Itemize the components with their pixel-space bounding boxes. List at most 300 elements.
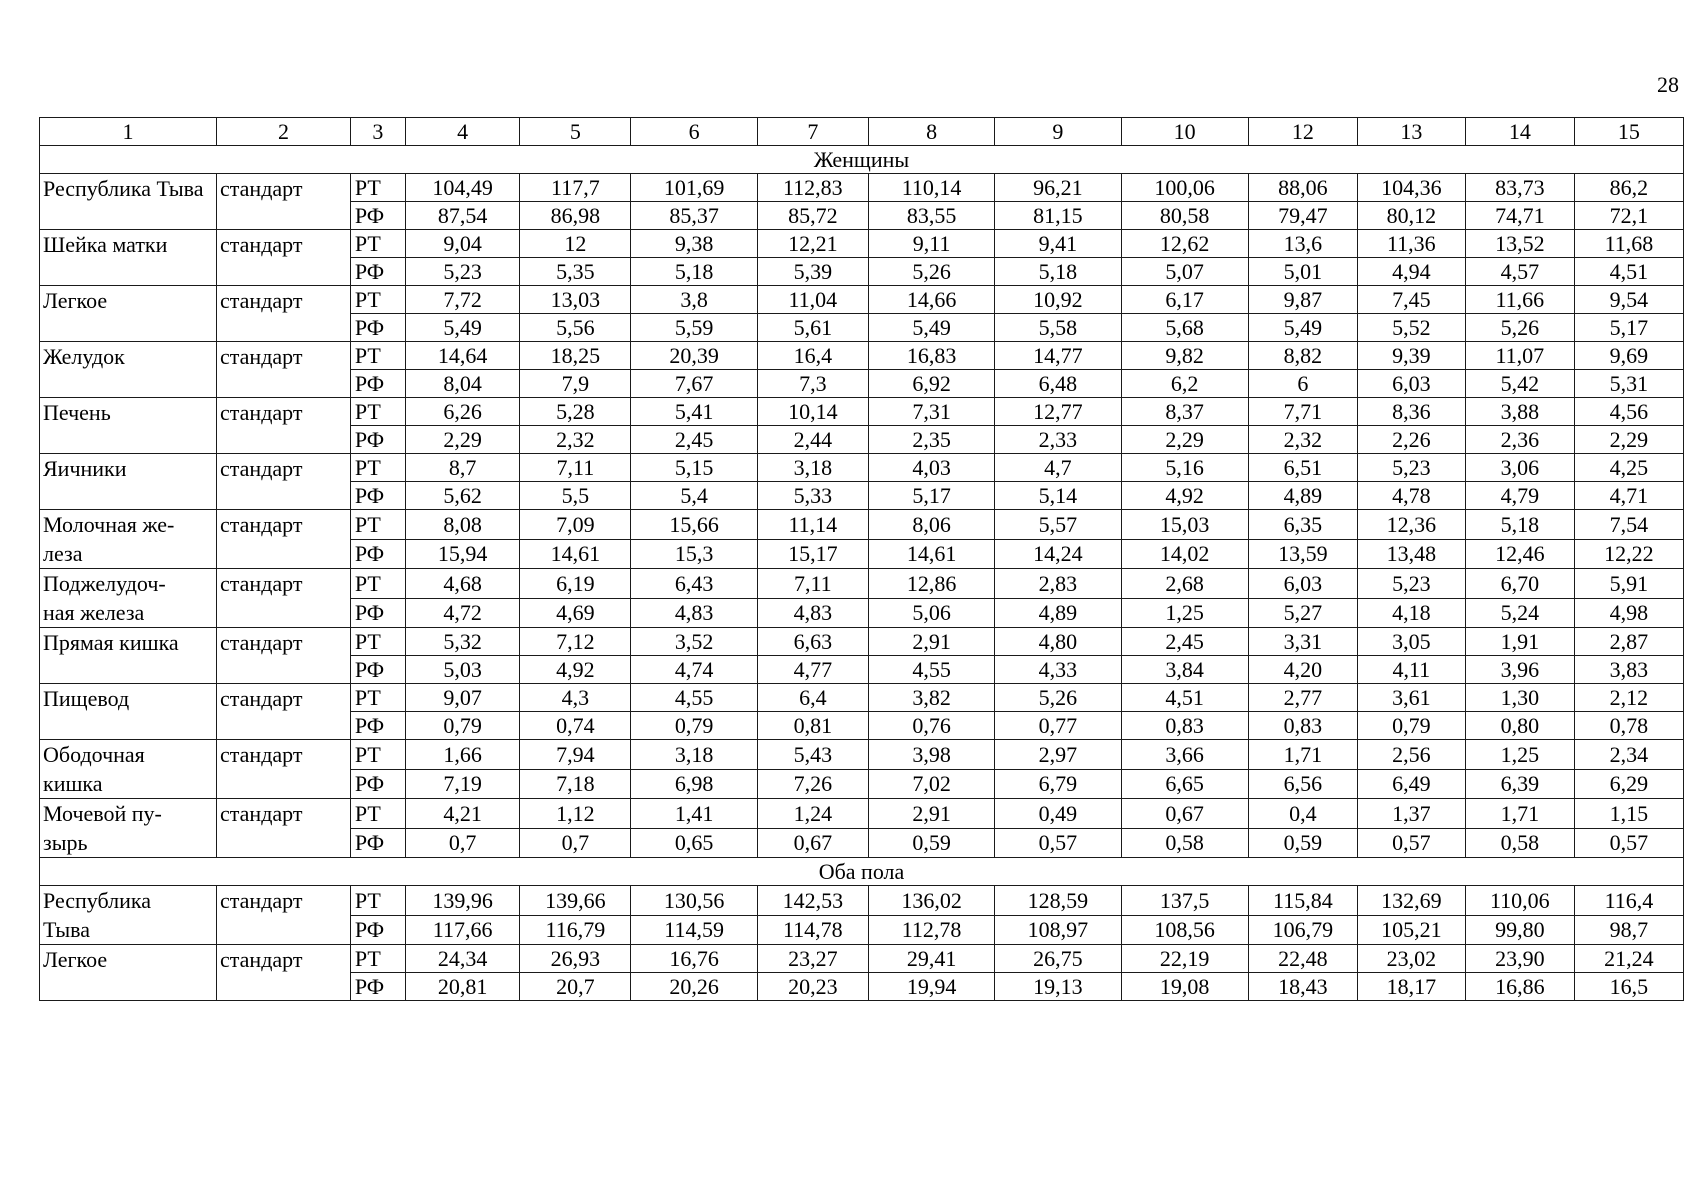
region-cell: РФ [350, 656, 405, 684]
value-cell: 13,48 [1357, 539, 1465, 569]
value-cell: 6,17 [1121, 286, 1248, 314]
localization-name-cell: Республика Тыва [40, 174, 217, 230]
value-cell: 6,49 [1357, 769, 1465, 799]
value-cell: 2,45 [1121, 628, 1248, 656]
value-cell: 7,72 [405, 286, 519, 314]
page-number: 28 [1657, 72, 1679, 97]
value-cell: 12,62 [1121, 230, 1248, 258]
value-cell: 114,59 [631, 915, 757, 945]
value-cell: 6,39 [1465, 769, 1574, 799]
column-number-cell: 12 [1248, 118, 1357, 146]
localization-name-cell: Легкое [40, 945, 217, 1001]
region-cell: РФ [350, 712, 405, 740]
value-cell: 0,49 [995, 799, 1121, 829]
standard-cell: стандарт [217, 174, 351, 230]
value-cell: 4,98 [1574, 598, 1683, 628]
value-cell: 83,55 [868, 202, 994, 230]
region-cell: РФ [350, 202, 405, 230]
localization-name-cell: Яичники [40, 454, 217, 510]
value-cell: 5,18 [631, 258, 757, 286]
value-cell: 8,7 [405, 454, 519, 482]
region-cell: РТ [350, 886, 405, 916]
value-cell: 14,61 [520, 539, 631, 569]
value-cell: 4,89 [995, 598, 1121, 628]
value-cell: 7,9 [520, 370, 631, 398]
region-cell: РТ [350, 174, 405, 202]
value-cell: 5,14 [995, 482, 1121, 510]
value-cell: 15,94 [405, 539, 519, 569]
value-cell: 101,69 [631, 174, 757, 202]
value-cell: 6 [1248, 370, 1357, 398]
value-cell: 4,20 [1248, 656, 1357, 684]
column-number-cell: 2 [217, 118, 351, 146]
value-cell: 16,5 [1574, 973, 1683, 1001]
region-cell: РТ [350, 454, 405, 482]
standard-cell: стандарт [217, 684, 351, 740]
value-cell: 0,77 [995, 712, 1121, 740]
value-cell: 11,68 [1574, 230, 1683, 258]
value-cell: 6,29 [1574, 769, 1683, 799]
value-cell: 88,06 [1248, 174, 1357, 202]
value-cell: 5,23 [405, 258, 519, 286]
region-cell: РФ [350, 769, 405, 799]
region-cell: РТ [350, 286, 405, 314]
region-cell: РТ [350, 398, 405, 426]
value-cell: 5,26 [868, 258, 994, 286]
value-cell: 80,58 [1121, 202, 1248, 230]
value-cell: 3,05 [1357, 628, 1465, 656]
value-cell: 2,36 [1465, 426, 1574, 454]
value-cell: 5,56 [520, 314, 631, 342]
value-cell: 1,15 [1574, 799, 1683, 829]
value-cell: 5,24 [1465, 598, 1574, 628]
value-cell: 9,69 [1574, 342, 1683, 370]
value-cell: 16,76 [631, 945, 757, 973]
value-cell: 3,61 [1357, 684, 1465, 712]
value-cell: 5,18 [1465, 510, 1574, 540]
value-cell: 15,3 [631, 539, 757, 569]
value-cell: 18,43 [1248, 973, 1357, 1001]
column-number-cell: 5 [520, 118, 631, 146]
value-cell: 5,31 [1574, 370, 1683, 398]
region-cell: РФ [350, 828, 405, 858]
localization-name-cell: Печень [40, 398, 217, 454]
value-cell: 5,23 [1357, 569, 1465, 599]
value-cell: 0,67 [757, 828, 868, 858]
value-cell: 9,87 [1248, 286, 1357, 314]
value-cell: 3,52 [631, 628, 757, 656]
standard-cell: стандарт [217, 510, 351, 569]
value-cell: 114,78 [757, 915, 868, 945]
value-cell: 5,16 [1121, 454, 1248, 482]
value-cell: 5,33 [757, 482, 868, 510]
value-cell: 16,86 [1465, 973, 1574, 1001]
column-number-cell: 14 [1465, 118, 1574, 146]
value-cell: 1,66 [405, 740, 519, 770]
value-cell: 8,82 [1248, 342, 1357, 370]
value-cell: 4,3 [520, 684, 631, 712]
value-cell: 20,7 [520, 973, 631, 1001]
value-cell: 2,68 [1121, 569, 1248, 599]
region-cell: РТ [350, 945, 405, 973]
value-cell: 4,69 [520, 598, 631, 628]
table-row [40, 569, 1684, 599]
value-cell: 132,69 [1357, 886, 1465, 916]
value-cell: 74,71 [1465, 202, 1574, 230]
standard-cell: стандарт [217, 945, 351, 1001]
value-cell: 20,81 [405, 973, 519, 1001]
value-cell: 14,77 [995, 342, 1121, 370]
value-cell: 2,83 [995, 569, 1121, 599]
value-cell: 2,87 [1574, 628, 1683, 656]
value-cell: 3,98 [868, 740, 994, 770]
region-cell: РТ [350, 230, 405, 258]
value-cell: 128,59 [995, 886, 1121, 916]
value-cell: 100,06 [1121, 174, 1248, 202]
region-cell: РФ [350, 915, 405, 945]
localization-name-cell: Прямая кишка [40, 628, 217, 684]
value-cell: 112,78 [868, 915, 994, 945]
value-cell: 2,56 [1357, 740, 1465, 770]
value-cell: 1,25 [1465, 740, 1574, 770]
value-cell: 5,61 [757, 314, 868, 342]
value-cell: 6,48 [995, 370, 1121, 398]
value-cell: 20,23 [757, 973, 868, 1001]
table-row [40, 886, 1684, 916]
value-cell: 1,91 [1465, 628, 1574, 656]
value-cell: 139,96 [405, 886, 519, 916]
value-cell: 136,02 [868, 886, 994, 916]
value-cell: 4,51 [1574, 258, 1683, 286]
value-cell: 110,14 [868, 174, 994, 202]
localization-name-cell: Шейка матки [40, 230, 217, 286]
value-cell: 14,66 [868, 286, 994, 314]
value-cell: 1,12 [520, 799, 631, 829]
value-cell: 5,23 [1357, 454, 1465, 482]
value-cell: 0,7 [520, 828, 631, 858]
table-row [40, 398, 1684, 426]
value-cell: 29,41 [868, 945, 994, 973]
value-cell: 6,70 [1465, 569, 1574, 599]
value-cell: 7,11 [757, 569, 868, 599]
standard-cell: стандарт [217, 886, 351, 945]
value-cell: 1,24 [757, 799, 868, 829]
table-row [40, 174, 1684, 202]
value-cell: 117,66 [405, 915, 519, 945]
section-row [40, 858, 1684, 886]
table-row [40, 342, 1684, 370]
value-cell: 8,37 [1121, 398, 1248, 426]
value-cell: 0,74 [520, 712, 631, 740]
value-cell: 85,37 [631, 202, 757, 230]
value-cell: 7,67 [631, 370, 757, 398]
value-cell: 3,66 [1121, 740, 1248, 770]
value-cell: 5,52 [1357, 314, 1465, 342]
value-cell: 5,17 [1574, 314, 1683, 342]
value-cell: 142,53 [757, 886, 868, 916]
value-cell: 5,32 [405, 628, 519, 656]
region-cell: РТ [350, 569, 405, 599]
value-cell: 4,78 [1357, 482, 1465, 510]
value-cell: 1,30 [1465, 684, 1574, 712]
value-cell: 5,49 [1248, 314, 1357, 342]
value-cell: 11,66 [1465, 286, 1574, 314]
value-cell: 5,43 [757, 740, 868, 770]
value-cell: 3,8 [631, 286, 757, 314]
value-cell: 0,57 [1357, 828, 1465, 858]
value-cell: 23,02 [1357, 945, 1465, 973]
value-cell: 1,41 [631, 799, 757, 829]
value-cell: 2,97 [995, 740, 1121, 770]
value-cell: 7,12 [520, 628, 631, 656]
standard-cell: стандарт [217, 799, 351, 858]
value-cell: 10,92 [995, 286, 1121, 314]
table-row [40, 799, 1684, 829]
region-cell: РТ [350, 342, 405, 370]
value-cell: 5,15 [631, 454, 757, 482]
value-cell: 0,81 [757, 712, 868, 740]
value-cell: 0,76 [868, 712, 994, 740]
standard-cell: стандарт [217, 628, 351, 684]
column-number-cell: 9 [995, 118, 1121, 146]
value-cell: 4,7 [995, 454, 1121, 482]
value-cell: 4,83 [631, 598, 757, 628]
column-number-cell: 15 [1574, 118, 1683, 146]
value-cell: 4,55 [868, 656, 994, 684]
value-cell: 8,36 [1357, 398, 1465, 426]
value-cell: 6,63 [757, 628, 868, 656]
value-cell: 14,64 [405, 342, 519, 370]
value-cell: 5,91 [1574, 569, 1683, 599]
value-cell: 20,26 [631, 973, 757, 1001]
value-cell: 5,58 [995, 314, 1121, 342]
value-cell: 4,25 [1574, 454, 1683, 482]
value-cell: 13,59 [1248, 539, 1357, 569]
value-cell: 116,4 [1574, 886, 1683, 916]
value-cell: 14,02 [1121, 539, 1248, 569]
value-cell: 2,91 [868, 628, 994, 656]
localization-name-cell: Ободочная кишка [40, 740, 217, 799]
region-cell: РФ [350, 370, 405, 398]
value-cell: 2,29 [1574, 426, 1683, 454]
value-cell: 2,45 [631, 426, 757, 454]
value-cell: 5,42 [1465, 370, 1574, 398]
value-cell: 79,47 [1248, 202, 1357, 230]
value-cell: 112,83 [757, 174, 868, 202]
value-cell: 6,19 [520, 569, 631, 599]
localization-name-cell: Поджелудоч- ная железа [40, 569, 217, 628]
value-cell: 11,04 [757, 286, 868, 314]
value-cell: 4,83 [757, 598, 868, 628]
value-cell: 3,83 [1574, 656, 1683, 684]
value-cell: 0,78 [1574, 712, 1683, 740]
value-cell: 7,19 [405, 769, 519, 799]
value-cell: 7,71 [1248, 398, 1357, 426]
value-cell: 0,65 [631, 828, 757, 858]
value-cell: 12,21 [757, 230, 868, 258]
value-cell: 9,07 [405, 684, 519, 712]
value-cell: 6,98 [631, 769, 757, 799]
column-number-cell: 6 [631, 118, 757, 146]
value-cell: 2,12 [1574, 684, 1683, 712]
table-body [40, 118, 1684, 1001]
localization-name-cell: Молочная же- леза [40, 510, 217, 569]
value-cell: 11,07 [1465, 342, 1574, 370]
value-cell: 0,79 [405, 712, 519, 740]
value-cell: 11,36 [1357, 230, 1465, 258]
value-cell: 5,49 [405, 314, 519, 342]
value-cell: 13,6 [1248, 230, 1357, 258]
statistics-table [39, 117, 1684, 1001]
value-cell: 2,32 [520, 426, 631, 454]
value-cell: 3,96 [1465, 656, 1574, 684]
value-cell: 12,36 [1357, 510, 1465, 540]
value-cell: 2,32 [1248, 426, 1357, 454]
value-cell: 2,26 [1357, 426, 1465, 454]
standard-cell: стандарт [217, 342, 351, 398]
value-cell: 19,13 [995, 973, 1121, 1001]
value-cell: 9,82 [1121, 342, 1248, 370]
value-cell: 2,35 [868, 426, 994, 454]
value-cell: 7,45 [1357, 286, 1465, 314]
value-cell: 8,08 [405, 510, 519, 540]
value-cell: 117,7 [520, 174, 631, 202]
value-cell: 16,4 [757, 342, 868, 370]
value-cell: 0,59 [868, 828, 994, 858]
section-title: Оба пола [40, 858, 1684, 886]
value-cell: 8,04 [405, 370, 519, 398]
value-cell: 7,09 [520, 510, 631, 540]
value-cell: 0,58 [1465, 828, 1574, 858]
value-cell: 7,54 [1574, 510, 1683, 540]
value-cell: 6,03 [1248, 569, 1357, 599]
value-cell: 9,54 [1574, 286, 1683, 314]
value-cell: 3,31 [1248, 628, 1357, 656]
value-cell: 5,06 [868, 598, 994, 628]
section-row [40, 146, 1684, 174]
value-cell: 0,4 [1248, 799, 1357, 829]
value-cell: 0,59 [1248, 828, 1357, 858]
localization-name-cell: Мочевой пу- зырь [40, 799, 217, 858]
value-cell: 6,2 [1121, 370, 1248, 398]
column-number-cell: 13 [1357, 118, 1465, 146]
value-cell: 6,4 [757, 684, 868, 712]
value-cell: 86,98 [520, 202, 631, 230]
value-cell: 15,03 [1121, 510, 1248, 540]
value-cell: 2,77 [1248, 684, 1357, 712]
value-cell: 1,37 [1357, 799, 1465, 829]
value-cell: 0,80 [1465, 712, 1574, 740]
value-cell: 4,94 [1357, 258, 1465, 286]
standard-cell: стандарт [217, 740, 351, 799]
value-cell: 108,97 [995, 915, 1121, 945]
value-cell: 23,90 [1465, 945, 1574, 973]
value-cell: 12 [520, 230, 631, 258]
section-title: Женщины [40, 146, 1684, 174]
value-cell: 26,93 [520, 945, 631, 973]
standard-cell: стандарт [217, 398, 351, 454]
value-cell: 5,35 [520, 258, 631, 286]
value-cell: 20,39 [631, 342, 757, 370]
region-cell: РФ [350, 539, 405, 569]
value-cell: 4,71 [1574, 482, 1683, 510]
value-cell: 116,79 [520, 915, 631, 945]
value-cell: 9,39 [1357, 342, 1465, 370]
value-cell: 5,28 [520, 398, 631, 426]
value-cell: 4,57 [1465, 258, 1574, 286]
standard-cell: стандарт [217, 454, 351, 510]
value-cell: 86,2 [1574, 174, 1683, 202]
value-cell: 4,56 [1574, 398, 1683, 426]
value-cell: 108,56 [1121, 915, 1248, 945]
value-cell: 9,04 [405, 230, 519, 258]
value-cell: 13,52 [1465, 230, 1574, 258]
value-cell: 104,49 [405, 174, 519, 202]
value-cell: 110,06 [1465, 886, 1574, 916]
value-cell: 4,51 [1121, 684, 1248, 712]
value-cell: 0,57 [1574, 828, 1683, 858]
table-row [40, 945, 1684, 973]
value-cell: 115,84 [1248, 886, 1357, 916]
region-cell: РТ [350, 628, 405, 656]
value-cell: 12,77 [995, 398, 1121, 426]
value-cell: 5,57 [995, 510, 1121, 540]
value-cell: 5,5 [520, 482, 631, 510]
value-cell: 4,92 [1121, 482, 1248, 510]
value-cell: 24,34 [405, 945, 519, 973]
value-cell: 137,5 [1121, 886, 1248, 916]
value-cell: 14,24 [995, 539, 1121, 569]
value-cell: 4,77 [757, 656, 868, 684]
column-number-cell: 10 [1121, 118, 1248, 146]
value-cell: 3,82 [868, 684, 994, 712]
value-cell: 12,46 [1465, 539, 1574, 569]
value-cell: 104,36 [1357, 174, 1465, 202]
value-cell: 15,17 [757, 539, 868, 569]
value-cell: 4,33 [995, 656, 1121, 684]
region-cell: РФ [350, 482, 405, 510]
value-cell: 16,83 [868, 342, 994, 370]
value-cell: 5,49 [868, 314, 994, 342]
value-cell: 15,66 [631, 510, 757, 540]
value-cell: 7,31 [868, 398, 994, 426]
table-row [40, 510, 1684, 540]
value-cell: 6,65 [1121, 769, 1248, 799]
value-cell: 5,18 [995, 258, 1121, 286]
value-cell: 6,03 [1357, 370, 1465, 398]
value-cell: 18,17 [1357, 973, 1465, 1001]
value-cell: 0,79 [631, 712, 757, 740]
value-cell: 6,56 [1248, 769, 1357, 799]
value-cell: 105,21 [1357, 915, 1465, 945]
value-cell: 1,71 [1248, 740, 1357, 770]
localization-name-cell: Республика Тыва [40, 886, 217, 945]
value-cell: 6,92 [868, 370, 994, 398]
value-cell: 26,75 [995, 945, 1121, 973]
value-cell: 85,72 [757, 202, 868, 230]
value-cell: 4,18 [1357, 598, 1465, 628]
value-cell: 6,43 [631, 569, 757, 599]
column-number-cell: 4 [405, 118, 519, 146]
value-cell: 4,74 [631, 656, 757, 684]
value-cell: 8,06 [868, 510, 994, 540]
value-cell: 7,18 [520, 769, 631, 799]
value-cell: 7,11 [520, 454, 631, 482]
region-cell: РТ [350, 684, 405, 712]
value-cell: 5,59 [631, 314, 757, 342]
value-cell: 4,92 [520, 656, 631, 684]
value-cell: 4,55 [631, 684, 757, 712]
